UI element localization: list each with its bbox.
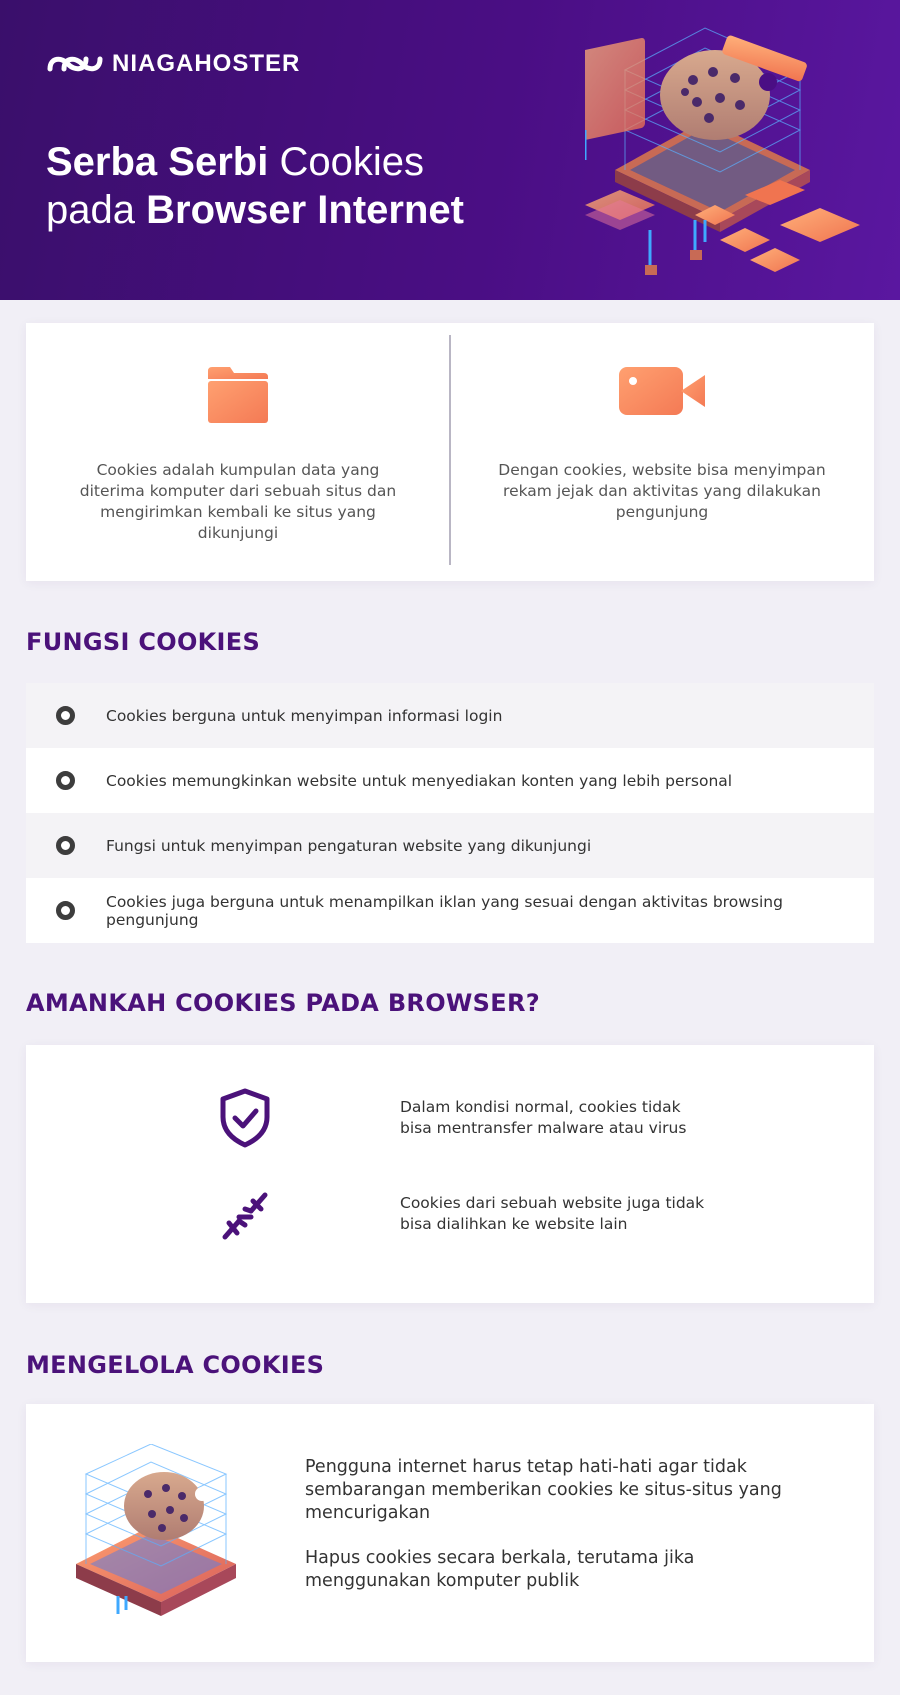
header-banner [0,0,900,300]
aman-item-text [400,1193,704,1235]
intro-tracking [450,323,874,581]
title-line1-bold: Serba Serbi [46,140,269,184]
title-line2-light: pada [46,188,135,232]
intro-definition [26,323,450,581]
kelola-section-title: MENGELOLA COOKIES [26,1351,325,1379]
list-item [26,813,874,878]
title-line1-light: Cookies [279,140,424,184]
bullet-icon [56,901,75,920]
bullet-icon [56,706,75,725]
kelola-paragraph: Pengguna internet harus tetap hati-hati agar tidak sembarangan memberikan cookies ke situs-situs yang mencurigakan [305,1457,782,1523]
aman-item-text [400,1097,686,1139]
fungsi-section-title: FUNGSI COOKIES [26,628,261,656]
fungsi-list [26,683,874,943]
list-item [26,748,874,813]
page-title [46,138,464,234]
aman-item-line1: Dalam kondisi normal, cookies tidak [400,1098,681,1116]
cookie-device-illustration [76,1444,246,1624]
broken-link-icon [217,1189,273,1245]
aman-item [26,1087,874,1157]
brand-logo[interactable] [46,50,300,78]
intro-definition-text: Cookies adalah kumpulan data yang diterima komputer dari sebuah situs dan mengirimkan kembali ke situs yang dikunjungi [79,461,397,542]
list-item [26,683,874,748]
niagahoster-logo-icon [46,51,104,77]
video-camera-icon [619,365,705,417]
bullet-icon [56,836,75,855]
intro-tracking-text: Dengan cookies, website bisa menyimpan rekam jejak dan aktivitas yang dilakukan pengunjung [498,461,826,521]
logo-text: NIAGAHOSTER [112,50,301,77]
kelola-card [26,1404,874,1662]
aman-item [26,1189,874,1259]
bullet-icon [56,771,75,790]
kelola-paragraph: Hapus cookies secara berkala, terutama jika menggunakan komputer publik [305,1548,695,1591]
list-item-text: Cookies memungkinkan website untuk menyediakan konten yang lebih personal [106,771,733,790]
list-item [26,878,874,943]
aman-section-title: AMANKAH COOKIES PADA BROWSER? [26,989,540,1017]
list-item-text: Cookies berguna untuk menyimpan informasi login [106,706,503,725]
aman-item-line2: bisa mentransfer malware atau virus [400,1119,687,1137]
shield-check-icon [217,1087,273,1149]
hero-cookie-illustration [585,10,900,295]
aman-item-line1: Cookies dari sebuah website juga tidak [400,1194,705,1212]
aman-item-line2: bisa dialihkan ke website lain [400,1215,628,1233]
title-line2-bold: Browser Internet [146,188,464,232]
intro-card [26,323,874,581]
list-item-text: Cookies juga berguna untuk menampilkan iklan yang sesuai dengan aktivitas browsing pengunjung [106,892,783,929]
list-item-text: Fungsi untuk menyimpan pengaturan website yang dikunjungi [106,836,592,855]
aman-card [26,1045,874,1303]
folder-icon [206,365,270,425]
